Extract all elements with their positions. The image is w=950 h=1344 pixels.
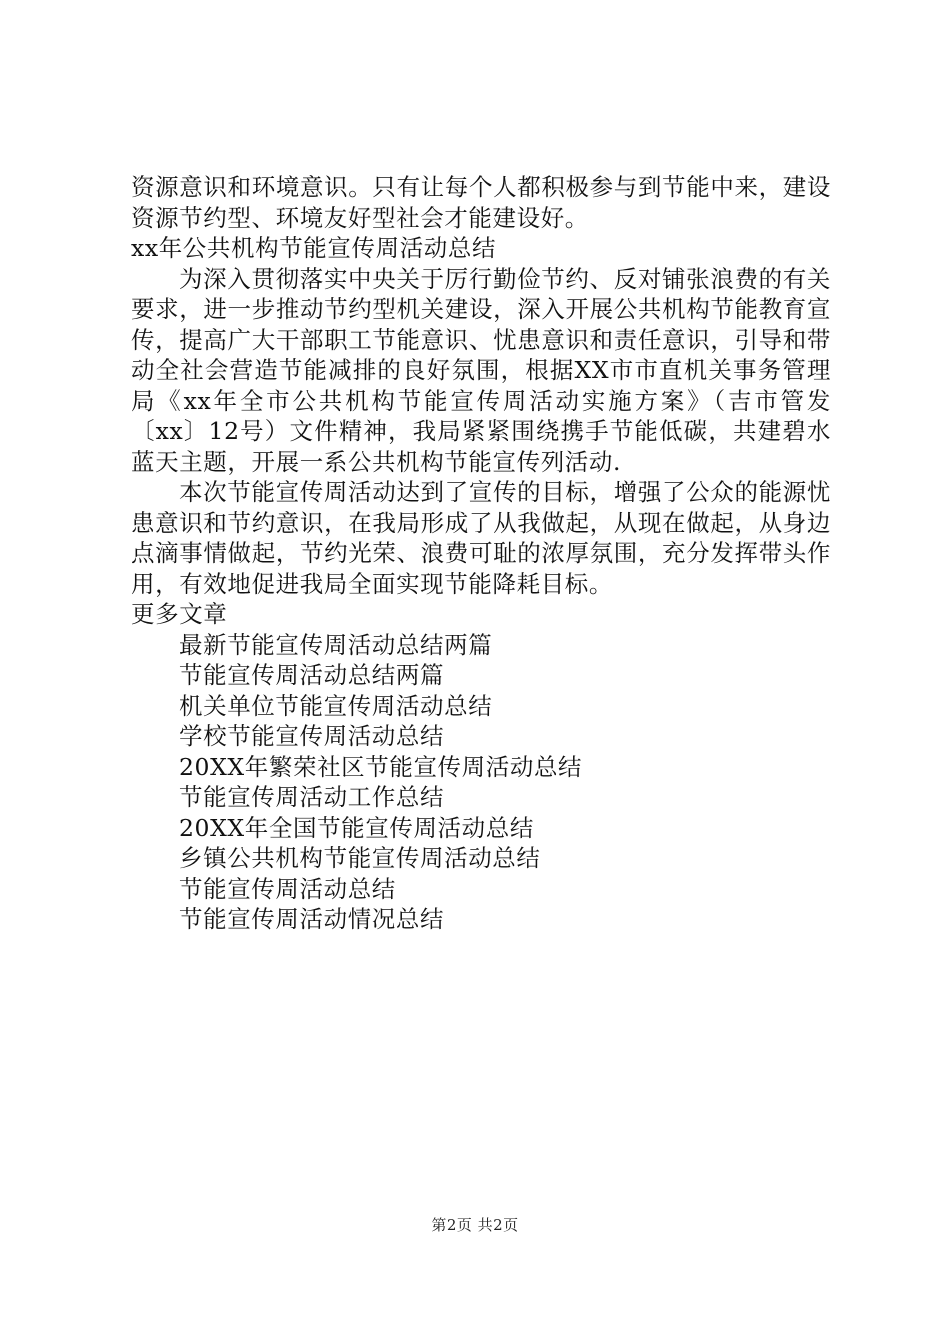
page-footer [0,1214,950,1235]
article-link[interactable]: 节能宣传周活动情况总结 [179,905,445,933]
paragraph-2: 本次节能宣传周活动达到了宣传的目标，增强了公众的能源忧患意识和节约意识，在我局形成了从我做起，从现在做起，从身边点滴事情做起，节约光荣、浪费可耻的浓厚氛围，充分发挥带头作用，有效地促进我局全面实现节能降耗目标。 [131,478,831,598]
more-articles-list [131,630,831,935]
article-link[interactable]: 学校节能宣传周活动总结 [179,722,445,750]
article-link[interactable]: 20XX年全国节能宣传周活动总结 [179,813,534,842]
document-body [131,172,831,935]
more-articles-label: 更多文章 [131,600,228,628]
article-link[interactable]: 最新节能宣传周活动总结两篇 [179,630,493,659]
section-title: xx年公共机构节能宣传周活动总结 [131,234,497,262]
article-link[interactable]: 节能宣传周活动工作总结 [179,783,445,811]
article-link[interactable]: 机关单位节能宣传周活动总结 [179,691,493,720]
page-number: 第2页 共2页 [431,1216,519,1234]
article-link[interactable]: 节能宣传周活动总结两篇 [179,661,445,689]
article-link[interactable]: 20XX年繁荣社区节能宣传周活动总结 [179,752,583,781]
article-link[interactable]: 乡镇公共机构节能宣传周活动总结 [179,844,541,872]
paragraph-1: 为深入贯彻落实中央关于厉行勤俭节约、反对铺张浪费的有关要求，进一步推动节约型机关建设，深入开展公共机构节能教育宣传，提高广大干部职工节能意识、忧患意识和责任意识，引导和带动全社会营造节能减排的良好氛围，根据XX市市直机关事务管理局《xx年全市公共机构节能宣传周活动实施方案》（吉市管发〔xx〕12号）文件精神，我局紧紧围绕携手节能低碳，共建碧水蓝天主题，开展一系公共机构节能宣传列活动. [131,264,831,476]
lead-paragraph: 资源意识和环境意识。只有让每个人都积极参与到节能中来，建设资源节约型、环境友好型社会才能建设好。 [131,173,831,232]
article-link[interactable]: 节能宣传周活动总结 [179,874,396,903]
